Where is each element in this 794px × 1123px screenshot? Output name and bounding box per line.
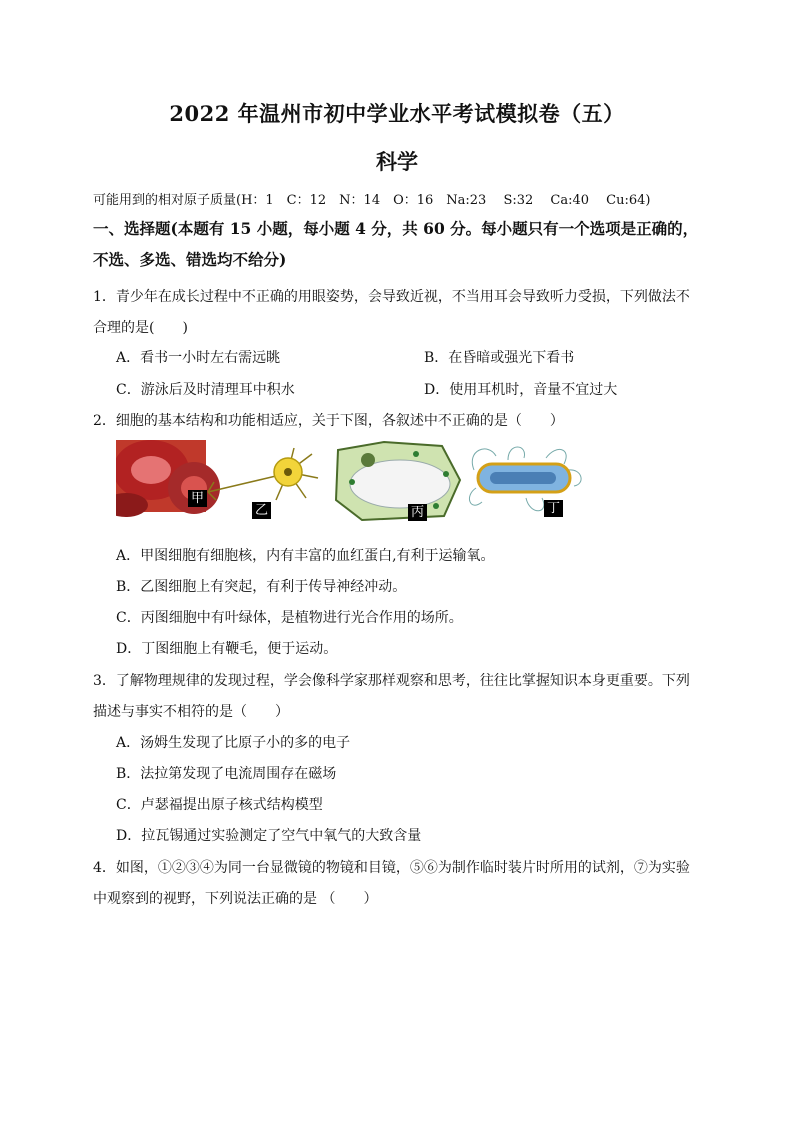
cell-illustration [116, 440, 586, 522]
section-heading-line1: 一、选择题(本题有 15 小题，每小题 4 分，共 60 分。每小题只有一个选项是正确的， [93, 219, 699, 238]
q1-option-c: C．游泳后及时清理耳中积水 [116, 382, 295, 398]
figure-label-ding: 丁 [544, 500, 563, 517]
q1-option-d: D．使用耳机时，音量不宜过大 [424, 382, 618, 398]
section-heading-line2: 不选、多选、错选均不给分) [93, 250, 287, 269]
q3-option-c: C．卢瑟福提出原子核式结构模型 [116, 797, 323, 813]
q3-option-a: A．汤姆生发现了比原子小的多的电子 [116, 735, 351, 751]
q4-stem-line2: 中观察到的视野，下列说法正确的是 （ ） [93, 891, 378, 907]
bacterium-image [469, 447, 581, 511]
q2-stem-line1: 2．细胞的基本结构和功能相适应，关于下图，各叙述中不正确的是（ ） [93, 413, 564, 429]
q3-stem-line1: 3．了解物理规律的发现过程，学会像科学家那样观察和思考，往往比掌握知识本身更重要。下列 [93, 673, 690, 689]
plant-cell-image [336, 442, 460, 520]
q2-option-b: B．乙图细胞上有突起，有利于传导神经冲动。 [116, 579, 407, 595]
q1-stem-line1: 1．青少年在成长过程中不正确的用眼姿势，会导致近视，不当用耳会导致听力受损，下列做法不 [93, 289, 690, 305]
neuron-image [208, 448, 318, 500]
figure-label-bing: 丙 [408, 504, 427, 521]
q3-stem-line2: 描述与事实不相符的是（ ） [93, 704, 289, 720]
q2-option-a: A．甲图细胞有细胞核，内有丰富的血红蛋白,有利于运输氧。 [116, 548, 495, 564]
atomic-masses: 可能用到的相对原子质量(H：1 C：12 N：14 O：16 Na:23 S:32 Ca:40 Cu:64) [93, 193, 651, 208]
cell-figure [116, 440, 586, 522]
q2-option-c: C．丙图细胞中有叶绿体，是植物进行光合作用的场所。 [116, 610, 463, 626]
subject-title: 科学 [376, 149, 418, 174]
page-title: 2022 年温州市初中学业水平考试模拟卷（五） [169, 101, 625, 126]
q3-option-b: B．法拉第发现了电流周围存在磁场 [116, 766, 337, 782]
q4-stem-line1: 4．如图，①②③④为同一台显微镜的物镜和目镜，⑤⑥为制作临时装片时所用的试剂，⑦为实验 [93, 860, 690, 876]
figure-label-jia: 甲 [188, 490, 207, 507]
q1-option-b: B．在昏暗或强光下看书 [424, 350, 575, 366]
q1-stem-line2: 合理的是( ) [93, 320, 188, 336]
figure-label-yi: 乙 [252, 502, 271, 519]
q1-option-a: A．看书一小时左右需远眺 [116, 350, 281, 366]
q2-option-d: D．丁图细胞上有鞭毛，便于运动。 [116, 641, 338, 657]
q3-option-d: D．拉瓦锡通过实验测定了空气中氧气的大致含量 [116, 828, 422, 844]
